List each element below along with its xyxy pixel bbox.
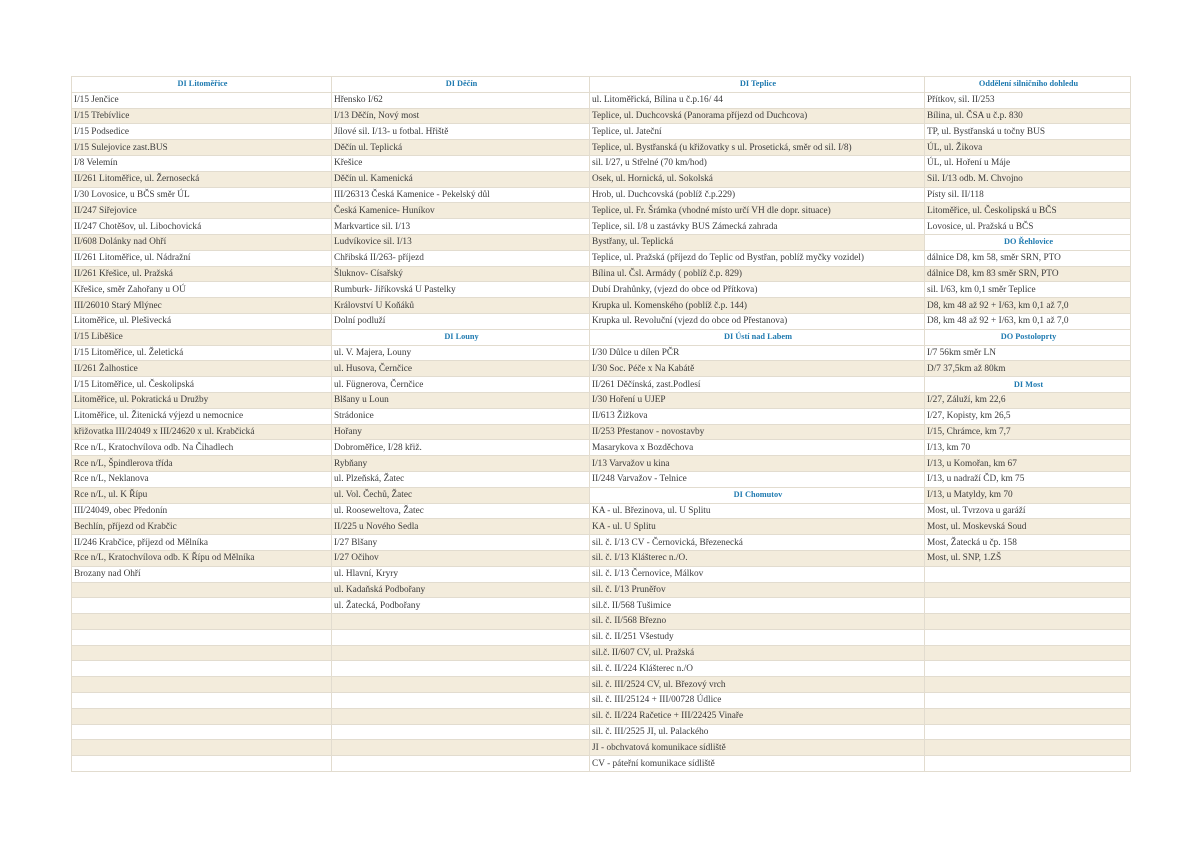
location-cell: Markvartice sil. I/13 <box>332 219 590 235</box>
empty-cell <box>72 677 332 693</box>
location-cell: dálnice D8, km 58, směr SRN, PTO <box>925 250 1131 266</box>
table-row <box>72 250 1131 266</box>
location-cell: Litoměřice, ul. Pokratická u Družby <box>72 392 332 408</box>
table-row <box>72 329 1131 345</box>
location-cell: Bystřany, ul. Teplická <box>590 234 925 250</box>
empty-cell <box>72 629 332 645</box>
empty-cell <box>925 677 1131 693</box>
location-cell: III/26010 Starý Mlýnec <box>72 298 332 314</box>
table-row <box>72 708 1131 724</box>
location-cell: I/15, Chrámce, km 7,7 <box>925 424 1131 440</box>
table-row <box>72 598 1131 614</box>
location-cell: D8, km 48 až 92 + I/63, km 0,1 až 7,0 <box>925 313 1131 329</box>
location-cell: I/8 Velemín <box>72 155 332 171</box>
empty-cell <box>332 756 590 772</box>
location-cell: ul. Plzeňská, Žatec <box>332 471 590 487</box>
location-cell: Bílina ul. Čsl. Armády ( poblíž č.p. 829) <box>590 266 925 282</box>
table-row <box>72 424 1131 440</box>
location-cell: Rybňany <box>332 456 590 472</box>
location-cell: Česká Kamenice- Huníkov <box>332 203 590 219</box>
table-row <box>72 298 1131 314</box>
empty-cell <box>925 614 1131 630</box>
location-cell: Rce n/L, Kratochvílova odb. Na Čihadlech <box>72 440 332 456</box>
empty-cell <box>925 645 1131 661</box>
table-row <box>72 519 1131 535</box>
section-header-cell: DO Řehlovice <box>925 234 1131 250</box>
table-row <box>72 566 1131 582</box>
location-cell: ul. Litoměřická, Bílina u č.p.16/ 44 <box>590 92 925 108</box>
empty-cell <box>925 708 1131 724</box>
location-cell: sil. č. I/13 CV - Černovická, Březenecká <box>590 535 925 551</box>
section-header-cell: DI Děčín <box>332 77 590 93</box>
table-row <box>72 645 1131 661</box>
section-header-cell: Oddělení silničního dohledu <box>925 77 1131 93</box>
location-cell: I/30 Soc. Péče x Na Kabátě <box>590 361 925 377</box>
table-row <box>72 471 1131 487</box>
location-cell: Teplice, sil. I/8 u zastávky BUS Zámecká zahrada <box>590 219 925 235</box>
empty-cell <box>72 756 332 772</box>
table-row <box>72 582 1131 598</box>
location-cell: Strádonice <box>332 408 590 424</box>
location-cell: dálnice D8, km 83 směr SRN, PTO <box>925 266 1131 282</box>
location-cell: I/15 Třebívlice <box>72 108 332 124</box>
location-cell: I/30 Hoření u UJEP <box>590 392 925 408</box>
location-cell: II/247 Siřejovice <box>72 203 332 219</box>
location-cell: sil. č. II/251 Všestudy <box>590 629 925 645</box>
location-cell: I/15 Litoměřice, ul. Želetická <box>72 345 332 361</box>
location-cell: II/247 Chotěšov, ul. Libochovická <box>72 219 332 235</box>
location-cell: CV - páteřní komunikace sídliště <box>590 756 925 772</box>
location-cell: Písty sil. II/118 <box>925 187 1131 203</box>
empty-cell <box>332 724 590 740</box>
location-cell: křižovatka III/24049 x III/24620 x ul. Krabčická <box>72 424 332 440</box>
location-cell: Litoměřice, ul. Plešivecká <box>72 313 332 329</box>
location-cell: Teplice, ul. Duchcovská (Panorama příjezd od Duchcova) <box>590 108 925 124</box>
empty-cell <box>925 566 1131 582</box>
table-row <box>72 234 1131 250</box>
location-cell: sil. I/63, km 0,1 směr Teplice <box>925 282 1131 298</box>
location-cell: ÚL, ul. Hoření u Máje <box>925 155 1131 171</box>
empty-cell <box>332 661 590 677</box>
empty-cell <box>925 756 1131 772</box>
table-row <box>72 108 1131 124</box>
table-row <box>72 740 1131 756</box>
location-cell: I/27 Očihov <box>332 550 590 566</box>
location-cell: Jílové sil. I/13- u fotbal. Hřiště <box>332 124 590 140</box>
location-cell: II/613 Žižkova <box>590 408 925 424</box>
location-cell: Hrob, ul. Duchcovská (poblíž č.p.229) <box>590 187 925 203</box>
location-cell: Dubí Drahůnky, (vjezd do obce od Přítkova) <box>590 282 925 298</box>
location-cell: Rce n/L, Kratochvílova odb. K Řípu od Mělníka <box>72 550 332 566</box>
location-cell: Bechlín, příjezd od Krabčic <box>72 519 332 535</box>
table-row <box>72 361 1131 377</box>
locations-table-body <box>72 77 1131 772</box>
table-row <box>72 124 1131 140</box>
empty-cell <box>925 724 1131 740</box>
location-cell: Rumburk- Jiříkovská U Pastelky <box>332 282 590 298</box>
location-cell: I/30 Důlce u dílen PČR <box>590 345 925 361</box>
location-cell: Most, Žatecká u čp. 158 <box>925 535 1131 551</box>
empty-cell <box>72 645 332 661</box>
location-cell: KA - ul. Březinova, ul. U Splitu <box>590 503 925 519</box>
location-cell: II/608 Dolánky nad Ohří <box>72 234 332 250</box>
table-row <box>72 724 1131 740</box>
location-cell: sil. č. II/224 Klášterec n./O <box>590 661 925 677</box>
empty-cell <box>925 693 1131 709</box>
location-cell: I/15 Jenčice <box>72 92 332 108</box>
table-row <box>72 440 1131 456</box>
location-cell: Brozany nad Ohří <box>72 566 332 582</box>
location-cell: sil. č. III/2525 JI, ul. Palackého <box>590 724 925 740</box>
table-row <box>72 661 1131 677</box>
location-cell: Teplice, ul. Jateční <box>590 124 925 140</box>
location-cell: I/27, Kopisty, km 26,5 <box>925 408 1131 424</box>
location-cell: ul. Kadaňská Podbořany <box>332 582 590 598</box>
location-cell: ul. Husova, Černčice <box>332 361 590 377</box>
location-cell: Chřibská II/263- příjezd <box>332 250 590 266</box>
location-cell: Most, ul. SNP, 1.ZŠ <box>925 550 1131 566</box>
location-cell: I/13 Děčín, Nový most <box>332 108 590 124</box>
table-row <box>72 377 1131 393</box>
location-cell: Most, ul. Moskevská Soud <box>925 519 1131 535</box>
location-cell: Přítkov, sil. II/253 <box>925 92 1131 108</box>
location-cell: ul. Hlavní, Kryry <box>332 566 590 582</box>
location-cell: III/24049, obec Předonín <box>72 503 332 519</box>
table-row <box>72 282 1131 298</box>
location-cell: II/261 Litoměřice, ul. Nádražní <box>72 250 332 266</box>
location-cell: Děčín ul. Teplická <box>332 140 590 156</box>
location-cell: Rce n/L, Špindlerova třída <box>72 456 332 472</box>
location-cell: Křešice <box>332 155 590 171</box>
location-cell: sil. č. III/2524 CV, ul. Březový vrch <box>590 677 925 693</box>
location-cell: Dolní podluží <box>332 313 590 329</box>
location-cell: Sil. I/13 odb. M. Chvojno <box>925 171 1131 187</box>
location-cell: sil. č. I/13 Klášterec n./O. <box>590 550 925 566</box>
location-cell: sil. č. III/25124 + III/00728 Údlice <box>590 693 925 709</box>
location-cell: Bílina, ul. ČSA u č.p. 830 <box>925 108 1131 124</box>
section-header-cell: DI Most <box>925 377 1131 393</box>
empty-cell <box>72 598 332 614</box>
location-cell: Teplice, ul. Bystřanská (u křižovatky s ul. Prosetická, směr od sil. I/8) <box>590 140 925 156</box>
location-cell: I/13, u nadraží ČD, km 75 <box>925 471 1131 487</box>
location-cell: I/15 Sulejovice zast.BUS <box>72 140 332 156</box>
table-row <box>72 313 1131 329</box>
location-cell: ul. Rooseweltova, Žatec <box>332 503 590 519</box>
location-cell: KA - ul. U Splitu <box>590 519 925 535</box>
location-cell: I/13, u Komořan, km 67 <box>925 456 1131 472</box>
location-cell: JI - obchvatová komunikace sídliště <box>590 740 925 756</box>
location-cell: II/246 Krabčice, příjezd od Mělníka <box>72 535 332 551</box>
section-header-cell: DI Teplice <box>590 77 925 93</box>
location-cell: I/15 Litoměřice, ul. Českolipská <box>72 377 332 393</box>
location-cell: II/253 Přestanov - novostavby <box>590 424 925 440</box>
location-cell: I/13, u Matyldy, km 70 <box>925 487 1131 503</box>
table-row <box>72 345 1131 361</box>
location-cell: Most, ul. Tvrzova u garáží <box>925 503 1131 519</box>
empty-cell <box>925 661 1131 677</box>
table-row <box>72 92 1131 108</box>
location-cell: I/13, km 70 <box>925 440 1131 456</box>
empty-cell <box>925 740 1131 756</box>
empty-cell <box>332 677 590 693</box>
location-cell: sil.č. II/607 CV, ul. Pražská <box>590 645 925 661</box>
table-header-row <box>72 77 1131 93</box>
location-cell: Děčín ul. Kamenická <box>332 171 590 187</box>
section-header-cell: DI Louny <box>332 329 590 345</box>
location-cell: Teplice, ul. Fr. Šrámka (vhodné místo určí VH dle dopr. situace) <box>590 203 925 219</box>
location-cell: Teplice, ul. Pražská (příjezd do Teplic od Bystřan, poblíž myčky vozidel) <box>590 250 925 266</box>
empty-cell <box>72 740 332 756</box>
table-row <box>72 456 1131 472</box>
location-cell: ÚL, ul. Žikova <box>925 140 1131 156</box>
location-cell: Ludvíkovice sil. I/13 <box>332 234 590 250</box>
table-row <box>72 140 1131 156</box>
table-row <box>72 266 1131 282</box>
empty-cell <box>72 693 332 709</box>
empty-cell <box>72 708 332 724</box>
table-row <box>72 219 1131 235</box>
location-cell: Blšany u Loun <box>332 392 590 408</box>
table-row <box>72 550 1131 566</box>
location-cell: Šluknov- Císařský <box>332 266 590 282</box>
location-cell: II/261 Žalhostice <box>72 361 332 377</box>
section-header-cell: DI Chomutov <box>590 487 925 503</box>
empty-cell <box>72 614 332 630</box>
table-row <box>72 756 1131 772</box>
empty-cell <box>332 708 590 724</box>
table-row <box>72 614 1131 630</box>
empty-cell <box>332 614 590 630</box>
location-cell: I/27, Záluží, km 22,6 <box>925 392 1131 408</box>
location-cell: II/261 Litoměřice, ul. Žernosecká <box>72 171 332 187</box>
section-header-cell: DO Postoloprty <box>925 329 1131 345</box>
location-cell: Dobroměřice, I/28 křiž. <box>332 440 590 456</box>
location-cell: sil. č. I/13 Pruněřov <box>590 582 925 598</box>
empty-cell <box>925 582 1131 598</box>
table-row <box>72 503 1131 519</box>
table-row <box>72 408 1131 424</box>
location-cell: sil. č. I/13 Černovice, Málkov <box>590 566 925 582</box>
location-cell: I/15 Liběšice <box>72 329 332 345</box>
section-header-cell: DI Litoměřice <box>72 77 332 93</box>
location-cell: Krupka ul. Komenského (poblíž č.p. 144) <box>590 298 925 314</box>
location-cell: II/248 Varvažov - Telnice <box>590 471 925 487</box>
empty-cell <box>72 661 332 677</box>
section-header-cell: DI Ústí nad Labem <box>590 329 925 345</box>
locations-table <box>71 76 1131 772</box>
location-cell: I/7 56km směr LN <box>925 345 1131 361</box>
empty-cell <box>72 724 332 740</box>
empty-cell <box>925 598 1131 614</box>
location-cell: sil. I/27, u Střelné (70 km/hod) <box>590 155 925 171</box>
location-cell: ul. Fügnerova, Černčice <box>332 377 590 393</box>
location-cell: ul. Vol. Čechů, Žatec <box>332 487 590 503</box>
empty-cell <box>925 629 1131 645</box>
location-cell: Lovosice, ul. Pražská u BČS <box>925 219 1131 235</box>
empty-cell <box>332 693 590 709</box>
location-cell: Hřensko I/62 <box>332 92 590 108</box>
table-row <box>72 203 1131 219</box>
location-cell: Krupka ul. Revoluční (vjezd do obce od Přestanova) <box>590 313 925 329</box>
location-cell: Křešice, směr Zahořany u OÚ <box>72 282 332 298</box>
empty-cell <box>332 629 590 645</box>
location-cell: II/261 Křešice, ul. Pražská <box>72 266 332 282</box>
table-row <box>72 693 1131 709</box>
location-cell: Království U Koňáků <box>332 298 590 314</box>
location-cell: D8, km 48 až 92 + I/63, km 0,1 až 7,0 <box>925 298 1131 314</box>
empty-cell <box>72 582 332 598</box>
location-cell: I/15 Podsedice <box>72 124 332 140</box>
location-cell: Rce n/L, ul. K Řípu <box>72 487 332 503</box>
table-row <box>72 392 1131 408</box>
location-cell: sil. č. II/224 Račetice + III/22425 Vinaře <box>590 708 925 724</box>
location-cell: Hořany <box>332 424 590 440</box>
table-row <box>72 629 1131 645</box>
location-cell: TP, ul. Bystřanská u točny BUS <box>925 124 1131 140</box>
empty-cell <box>332 740 590 756</box>
table-row <box>72 155 1131 171</box>
location-cell: Litoměřice, ul. Českolipská u BČS <box>925 203 1131 219</box>
table-row <box>72 535 1131 551</box>
table-row <box>72 677 1131 693</box>
table-row <box>72 187 1131 203</box>
table-row <box>72 487 1131 503</box>
location-cell: ul. V. Majera, Louny <box>332 345 590 361</box>
location-cell: ul. Žatecká, Podbořany <box>332 598 590 614</box>
location-cell: D/7 37,5km až 80km <box>925 361 1131 377</box>
location-cell: III/26313 Česká Kamenice - Pekelský důl <box>332 187 590 203</box>
location-cell: I/27 Blšany <box>332 535 590 551</box>
table-row <box>72 171 1131 187</box>
location-cell: I/30 Lovosice, u BČS směr ÚL <box>72 187 332 203</box>
location-cell: I/13 Varvažov u kina <box>590 456 925 472</box>
location-cell: Osek, ul. Hornická, ul. Sokolská <box>590 171 925 187</box>
location-cell: II/261 Děčínská, zast.Podlesí <box>590 377 925 393</box>
location-cell: sil. č. II/568 Březno <box>590 614 925 630</box>
location-cell: sil.č. II/568 Tušimice <box>590 598 925 614</box>
location-cell: II/225 u Nového Sedla <box>332 519 590 535</box>
empty-cell <box>332 645 590 661</box>
location-cell: Masarykova x Bozděchova <box>590 440 925 456</box>
location-cell: Litoměřice, ul. Žitenická výjezd u nemocnice <box>72 408 332 424</box>
location-cell: Rce n/L, Neklanova <box>72 471 332 487</box>
